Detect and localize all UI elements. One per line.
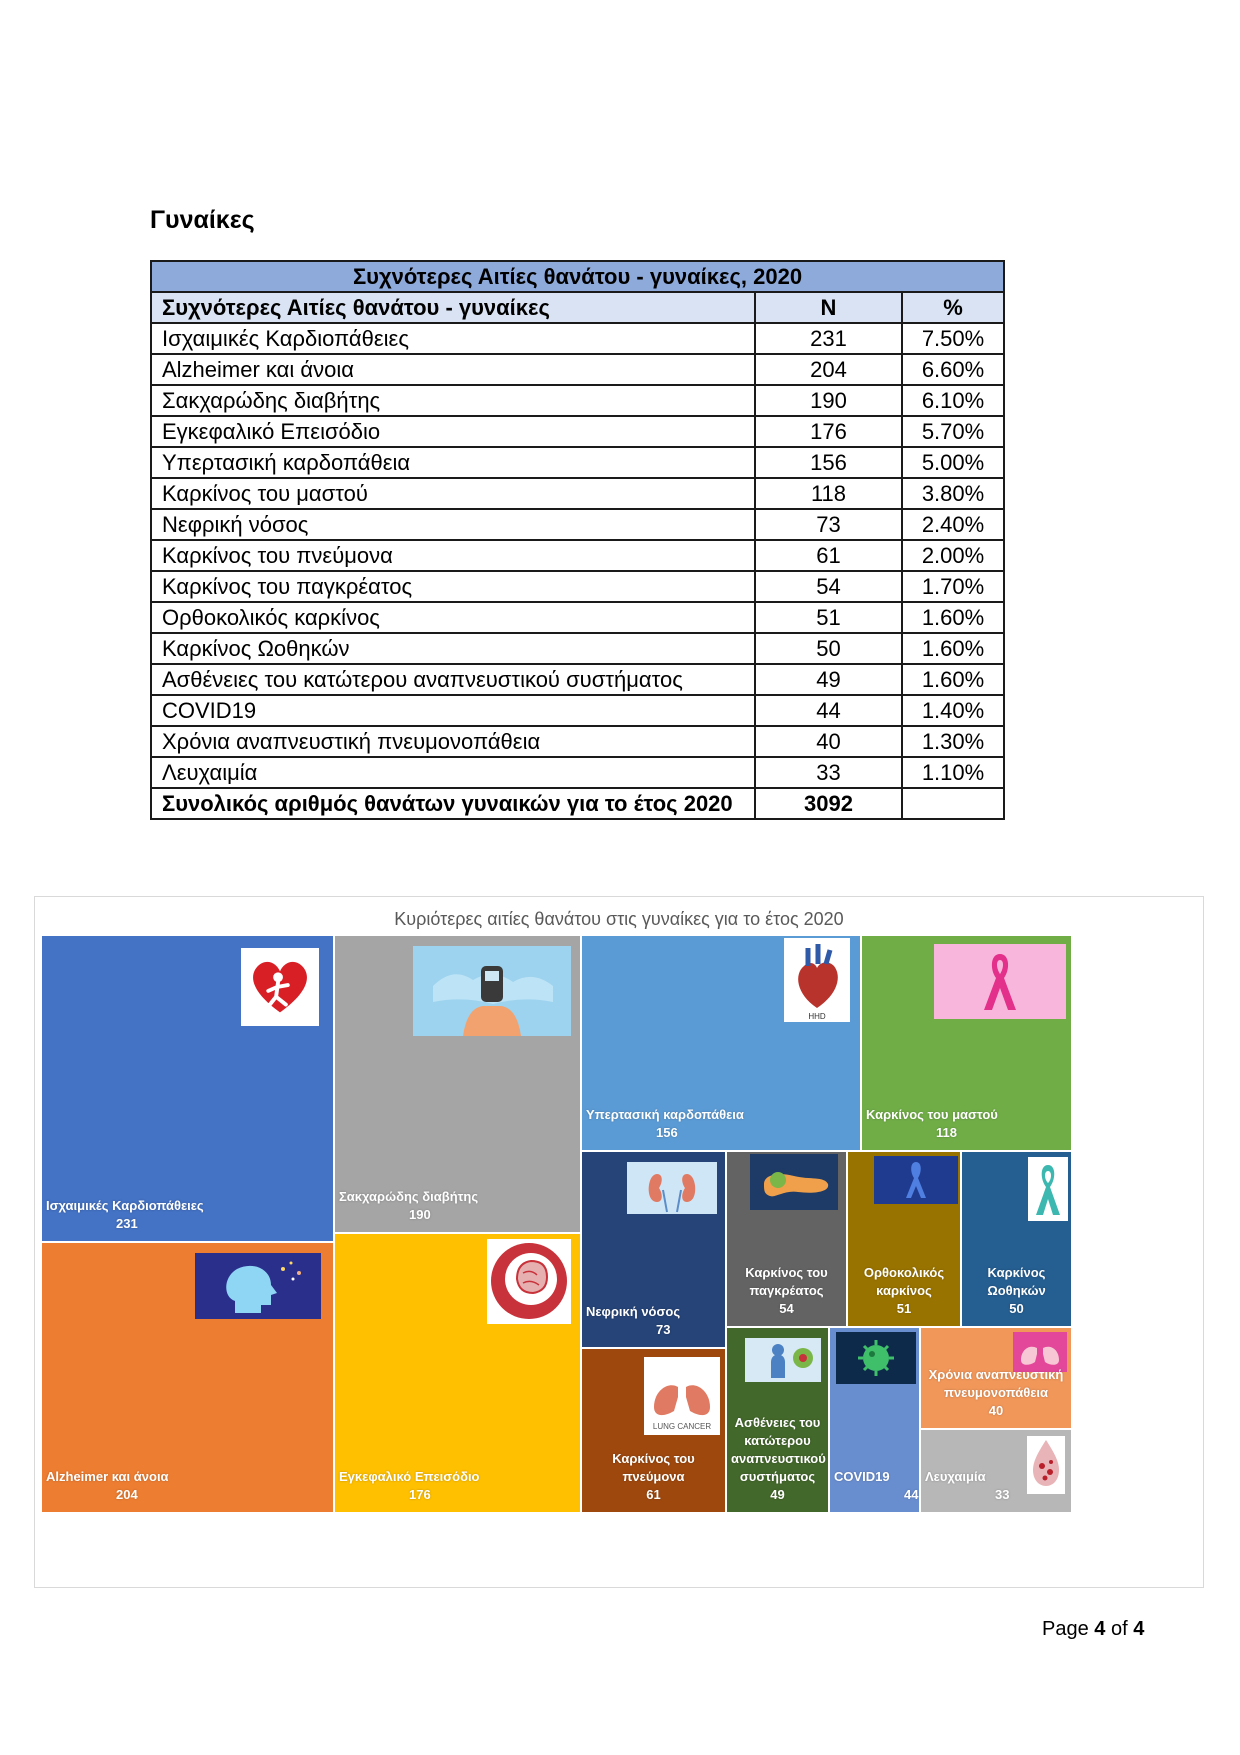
cause-cell: Καρκίνος του παγκρέατος	[151, 571, 755, 602]
tile-category: Χρόνια αναπνευστική πνευμονοπάθεια	[928, 1367, 1064, 1400]
respiratory-icon	[745, 1338, 821, 1382]
pink-ribbon-icon	[934, 944, 1066, 1019]
n-cell: 156	[755, 447, 902, 478]
treemap-tile	[334, 935, 581, 1233]
cause-cell: Ασθένειες του κατώτερου αναπνευστικού συστήματος	[151, 664, 755, 695]
percent-cell: 5.00%	[902, 447, 1004, 478]
tile-label	[586, 1303, 721, 1339]
percent-cell: 1.10%	[902, 757, 1004, 788]
table-row	[151, 602, 1004, 633]
tile-label	[731, 1414, 824, 1504]
percent-cell: 1.60%	[902, 633, 1004, 664]
n-cell: 118	[755, 478, 902, 509]
current-page: 4	[1094, 1618, 1106, 1640]
treemap-chart	[34, 896, 1204, 1588]
treemap-tile	[961, 1151, 1072, 1327]
cause-cell: Καρκίνος του πνεύμονα	[151, 540, 755, 571]
table-row	[151, 757, 1004, 788]
treemap-tile	[581, 935, 861, 1151]
total-label: Συνολικός αριθμός θανάτων γυναικών για το έτος 2020	[151, 788, 755, 819]
table-title: Συχνότερες Αιτίες θανάτου - γυναίκες, 2020	[151, 261, 1004, 292]
tile-label	[834, 1468, 919, 1504]
cause-cell: Alzheimer και άνοια	[151, 354, 755, 385]
table-row	[151, 664, 1004, 695]
tile-category: Ασθένειες του κατώτερου αναπνευστικού συστήματος	[731, 1415, 826, 1484]
cause-cell: Καρκίνος του μαστού	[151, 478, 755, 509]
chart-title: Κυριότερες αιτίες θανάτου στις γυναίκες για το έτος 2020	[394, 909, 844, 929]
table-total-row	[151, 788, 1004, 819]
treemap-tile	[334, 1233, 581, 1513]
treemap-tile	[726, 1151, 847, 1327]
tile-category: COVID19	[834, 1469, 890, 1484]
tile-value: 61	[646, 1487, 661, 1502]
column-header-percent: %	[902, 292, 1004, 323]
tile-label	[866, 1106, 1067, 1142]
table-row	[151, 571, 1004, 602]
tile-category: Καρκίνος Ωοθηκών	[987, 1265, 1046, 1298]
svg-text:LUNG CANCER: LUNG CANCER	[652, 1422, 712, 1431]
cause-cell: Χρόνια αναπνευστική πνευμονοπάθεια	[151, 726, 755, 757]
tile-category: Καρκίνος του παγκρέατος	[745, 1265, 828, 1298]
table-row	[151, 354, 1004, 385]
treemap-tile	[726, 1327, 829, 1513]
percent-cell: 1.70%	[902, 571, 1004, 602]
n-cell: 176	[755, 416, 902, 447]
percent-cell: 1.30%	[902, 726, 1004, 757]
cause-cell: Υπερτασική καρδοπάθεια	[151, 447, 755, 478]
percent-cell: 1.60%	[902, 664, 1004, 695]
table-row	[151, 323, 1004, 354]
cause-cell: Λευχαιμία	[151, 757, 755, 788]
cause-cell: Εγκεφαλικό Επεισόδιο	[151, 416, 755, 447]
tile-category: Λευχαιμία	[925, 1469, 986, 1484]
total-value: 3092	[755, 788, 902, 819]
percent-cell: 3.80%	[902, 478, 1004, 509]
tile-category: Ορθοκολικός καρκίνος	[863, 1265, 945, 1298]
tile-value: 204	[116, 1487, 138, 1502]
cause-cell: Ορθοκολικός καρκίνος	[151, 602, 755, 633]
table-row	[151, 447, 1004, 478]
tile-label	[46, 1468, 329, 1504]
tile-label	[731, 1264, 842, 1318]
tile-category: Νεφρική νόσος	[586, 1304, 681, 1319]
percent-cell: 6.10%	[902, 385, 1004, 416]
n-cell: 231	[755, 323, 902, 354]
tile-value: 176	[409, 1487, 431, 1502]
table-row	[151, 540, 1004, 571]
table-body	[151, 323, 1004, 788]
tile-category: Ισχαιμικές Καρδιοπάθειες	[46, 1198, 204, 1213]
treemap-tile	[920, 1429, 1072, 1513]
heart-runner-icon	[241, 948, 319, 1026]
tile-value: 231	[116, 1216, 138, 1231]
column-header-n: N	[755, 292, 902, 323]
n-cell: 61	[755, 540, 902, 571]
tile-category: Υπερτασική καρδοπάθεια	[586, 1107, 744, 1122]
cause-cell: COVID19	[151, 695, 755, 726]
heart-anatomy-icon	[784, 938, 850, 1022]
treemap-tile	[847, 1151, 961, 1327]
tile-category: Καρκίνος του μαστού	[866, 1107, 998, 1122]
tile-label	[925, 1468, 1067, 1504]
table-row	[151, 695, 1004, 726]
teal-ribbon-icon	[1028, 1157, 1068, 1221]
tile-label	[852, 1264, 956, 1318]
tile-value: 49	[770, 1487, 785, 1502]
tile-category: Εγκεφαλικό Επεισόδιο	[339, 1469, 480, 1484]
n-cell: 190	[755, 385, 902, 416]
tile-label	[586, 1450, 721, 1504]
table-row	[151, 416, 1004, 447]
brain-head-icon	[195, 1253, 321, 1319]
tile-value: 44	[904, 1487, 919, 1502]
causes-table	[150, 260, 1005, 820]
page-middle: of	[1105, 1618, 1134, 1640]
table-row	[151, 509, 1004, 540]
cause-cell: Καρκίνος Ωοθηκών	[151, 633, 755, 664]
treemap-tile	[581, 1151, 726, 1348]
svg-text:HHD: HHD	[808, 1012, 826, 1021]
tile-label	[925, 1366, 1067, 1420]
tile-value: 54	[779, 1301, 794, 1316]
kidney-icon	[627, 1162, 717, 1214]
treemap-tile	[41, 1242, 334, 1513]
total-empty-cell	[902, 788, 1004, 819]
tile-value: 40	[988, 1403, 1004, 1418]
page-prefix: Page	[1042, 1618, 1095, 1640]
tile-label	[46, 1197, 329, 1233]
pancreas-icon	[750, 1154, 838, 1210]
tile-value: 33	[995, 1487, 1010, 1502]
cause-cell: Νεφρική νόσος	[151, 509, 755, 540]
cause-cell: Ισχαιμικές Καρδιοπάθειες	[151, 323, 755, 354]
tile-value: 156	[656, 1125, 678, 1140]
tile-category: Καρκίνος του πνεύμονα	[612, 1451, 695, 1484]
tile-value: 50	[1009, 1301, 1024, 1316]
table-row	[151, 633, 1004, 664]
blue-ribbon-icon	[874, 1156, 958, 1204]
tile-value: 190	[409, 1207, 431, 1222]
n-cell: 44	[755, 695, 902, 726]
lungs-icon	[644, 1357, 720, 1435]
section-heading: Γυναίκες	[150, 206, 255, 234]
treemap-tile	[581, 1348, 726, 1513]
n-cell: 54	[755, 571, 902, 602]
treemap-tile	[920, 1327, 1072, 1429]
n-cell: 49	[755, 664, 902, 695]
percent-cell: 6.60%	[902, 354, 1004, 385]
cause-cell: Σακχαρώδης διαβήτης	[151, 385, 755, 416]
percent-cell: 7.50%	[902, 323, 1004, 354]
glucose-meter-icon	[413, 946, 571, 1036]
table-title-row	[151, 261, 1004, 292]
n-cell: 51	[755, 602, 902, 633]
total-pages: 4	[1133, 1618, 1145, 1640]
tile-value: 51	[896, 1301, 912, 1316]
percent-cell: 5.70%	[902, 416, 1004, 447]
virus-icon	[836, 1332, 916, 1384]
treemap-tile	[829, 1327, 920, 1513]
percent-cell: 1.40%	[902, 695, 1004, 726]
n-cell: 33	[755, 757, 902, 788]
table-row	[151, 726, 1004, 757]
n-cell: 204	[755, 354, 902, 385]
n-cell: 73	[755, 509, 902, 540]
percent-cell: 2.40%	[902, 509, 1004, 540]
tile-value: 73	[656, 1322, 671, 1337]
n-cell: 40	[755, 726, 902, 757]
table-row	[151, 478, 1004, 509]
tile-value: 118	[936, 1125, 957, 1140]
tile-label	[966, 1264, 1067, 1318]
stroke-brain-icon	[487, 1239, 571, 1324]
percent-cell: 2.00%	[902, 540, 1004, 571]
treemap-tile	[41, 935, 334, 1242]
tile-category: Alzheimer και άνοια	[46, 1469, 169, 1484]
column-header-cause: Συχνότερες Αιτίες θανάτου - γυναίκες	[151, 292, 755, 323]
page-number	[1042, 1618, 1144, 1641]
treemap-tile	[861, 935, 1072, 1151]
n-cell: 50	[755, 633, 902, 664]
table-header-row	[151, 292, 1004, 323]
tile-category: Σακχαρώδης διαβήτης	[339, 1189, 479, 1204]
table-row	[151, 385, 1004, 416]
tile-label	[586, 1106, 856, 1142]
tile-label	[339, 1468, 576, 1504]
tile-label	[339, 1188, 576, 1224]
percent-cell: 1.60%	[902, 602, 1004, 633]
